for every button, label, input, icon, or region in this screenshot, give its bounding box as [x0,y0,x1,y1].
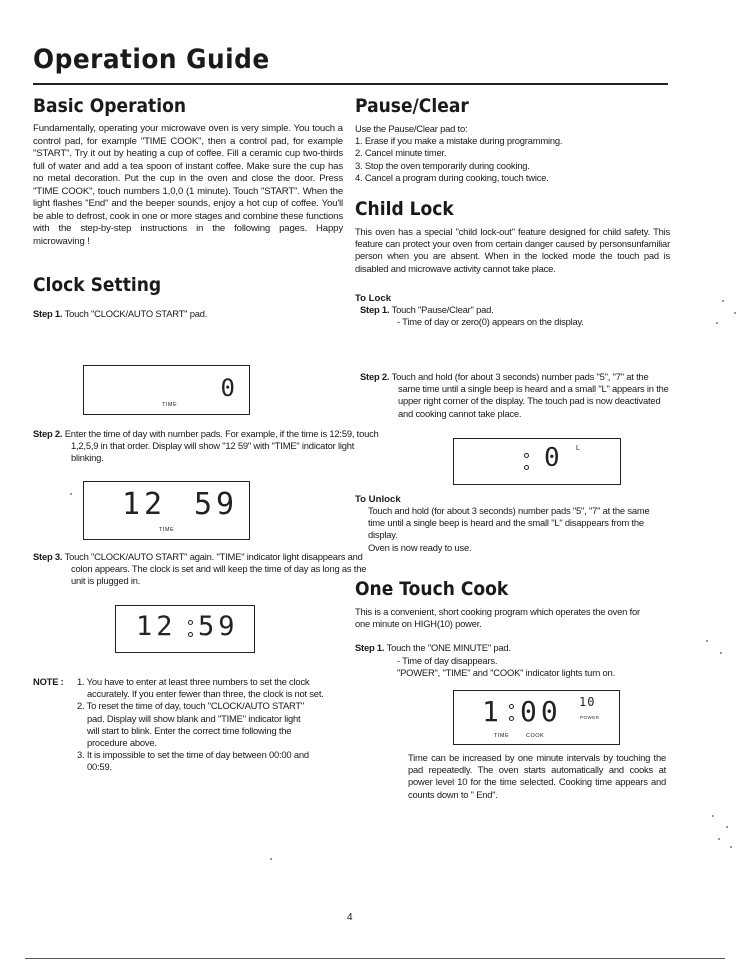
one-touch-display [453,690,620,745]
clock-step-3-label: Step 3. [33,551,63,562]
scan-speckle [712,815,714,817]
colon-dot-bottom [524,465,529,470]
display-hours: 12 [136,611,177,642]
left-column [33,95,343,320]
clock-step-3-text: Touch "CLOCK/AUTO START" again. "TIME" indicator light disappears and colon appears. The clock is set and will keep the time of day as long as the unit is plugged in. [64,551,367,587]
colon-dot-top [188,620,193,625]
clock-step-2-label: Step 2. [33,428,63,439]
scan-speckle [718,838,720,840]
scan-speckle [720,652,722,654]
note-1: 1. You have to enter at least three numbers to set the clock accurately. If you enter fewer than three, the clock is not set. [77,676,324,700]
clock-step-2 [33,428,381,465]
clock-step-2-text: Enter the time of day with number pads. For example, if the time is 12:59, touch 1,2,5,9 in that order. Display will show "12 59" with "TIME" indicator light blinking. [64,428,379,464]
scan-speckle [726,826,728,828]
right-column [355,95,670,328]
pause-item: 3. Stop the oven temporarily during cooking. [355,159,530,171]
clock-step-1-text: Touch "CLOCK/AUTO START" pad. [64,308,208,319]
colon-dot-top [524,453,529,458]
pause-item: 2. Cancel minute timer. [355,147,447,159]
pause-item: 1. Erase if you make a mistake during programming. [355,135,563,147]
child-lock-heading: Child Lock [355,198,454,221]
scan-speckle [734,312,736,314]
unlock-section [355,494,670,554]
lock-indicator: L [576,445,581,452]
one-touch-step-1-label: Step 1. [355,642,385,654]
clock-step-3 [33,551,381,588]
time-indicator: TIME [159,527,175,533]
display-digit: 0 [220,374,239,402]
note-3: 3. It is impossible to set the time of day between 00:00 and 00:59. [77,749,309,773]
display-seconds: 00 [520,695,562,728]
basic-operation-heading: Basic Operation [33,95,187,117]
child-lock-text: This oven has a special "child lock-out" feature designed for child safety. This feature can protect your oven from certain danger caused by personsunfamiliar person when you are absent. When in the locked mode the touch pad is disabled and microwave activity cannot take place. [355,226,670,274]
to-unlock-label: To Unlock [355,494,401,505]
child-lock-display [453,438,621,485]
one-touch-after-text: Time can be increased by one minute intervals by touching the pad repeatedly. The oven starts automatically and cooks at power level 10 for the time selected. Cooking time appears and counts down to " End". [408,752,666,800]
colon-dot-bottom [188,632,193,637]
clock-setting-heading: Clock Setting [33,274,162,296]
clock-display-entered [83,481,250,540]
scan-speckle [706,640,708,642]
display-digit: 0 [544,443,564,473]
lock-step-1-text: Touch "Pause/Clear" pad. [391,303,494,315]
scan-speckle [716,322,718,324]
lock-step-2-text: Touch and hold (for about 3 seconds) number pads "5", "7" at the same time until a single beep is heard and a small "L" appears in the upper right corner of the display. The touch pad is now deactivated and cooking cannot take place. [391,371,669,419]
one-touch-section [355,578,670,679]
title-rule [33,83,668,85]
pause-intro: Use the Pause/Clear pad to: [355,123,468,134]
clock-step-1 [33,308,343,320]
page-number: 4 [347,912,353,923]
unlock-ready: Oven is now ready to use. [368,541,472,553]
scan-speckle [730,846,732,848]
clock-notes [33,676,343,774]
pause-list [355,135,670,184]
colon-dot-bottom [509,716,514,721]
time-indicator: TIME [162,402,178,408]
note-2: 2. To reset the time of day, touch "CLOCK/AUTO START" pad. Display will show blank and "TIME" indicator light will start to blink. Enter the correct time following the procedure above. [77,700,305,749]
colon-dot-top [509,704,514,709]
display-power-level: 10 [579,695,596,709]
bottom-rule [25,958,725,959]
lock-step-1-sub: - Time of day or zero(0) appears on the display. [397,316,584,328]
one-touch-text: This is a convenient, short cooking program which operates the oven for one minute on HIGH(10) power. [355,606,640,630]
scan-speckle [270,858,272,860]
one-touch-cook-heading: One Touch Cook [355,578,509,600]
display-minute: 1 [482,695,503,728]
display-minutes: 59 [194,487,239,522]
lock-step-1-label: Step 1. [360,303,390,315]
to-lock-label: To Lock [355,292,392,304]
lock-step-2 [360,371,670,420]
basic-operation-text: Fundamentally, operating your microwave oven is very simple. You touch a control pad, for example "TIME COOK", then a control pad, for example "START". Try it out by heating a cup of coffee. Fill a ceramic cup two-thirds full of water and add a tea spoon of instant coffee. Make sure the cup has no metal decoration. Put the cup in the oven and close the door. Press "TIME COOK", touch numbers 1,0,0 (1 minute). Touch "START". When the light flashes "End" and the beeper sounds, enjoy a hot cup of coffee. You'll be able to defrost, cook in one or more stages and combine these functions with the step-by-step instructions in the following pages. Happy microwaving ! [33,123,343,247]
pause-clear-heading: Pause/Clear [355,95,469,117]
pause-item: 4. Cancel a program during cooking, touch twice. [355,171,549,183]
cook-indicator: COOK [526,733,545,739]
lock-step-2-label: Step 2. [360,371,390,382]
time-indicator: TIME [494,733,510,739]
clock-step-1-label: Step 1. [33,308,63,319]
clock-display-set [115,605,255,653]
one-touch-sub-2: "POWER", "TIME" and "COOK" indicator lights turn on. [397,666,615,678]
note-label: NOTE : [33,676,64,687]
display-minutes: 59 [198,611,239,642]
page-title: Operation Guide [33,44,270,75]
one-touch-sub-1: - Time of day disappears. [397,654,498,666]
one-touch-step-1-text: Touch the "ONE MINUTE" pad. [386,642,511,654]
display-hours: 12 [122,487,167,522]
unlock-text: Touch and hold (for about 3 seconds) number pads "5", "7" at the same time until a single beep is heard and the small "L" disappears from the display. [368,505,650,541]
scan-speckle [722,300,724,302]
scan-speckle [70,493,72,495]
power-indicator: POWER [580,715,600,720]
lock-step-1 [355,304,670,316]
clock-display-blank [83,365,250,415]
one-touch-step-1 [355,642,670,654]
